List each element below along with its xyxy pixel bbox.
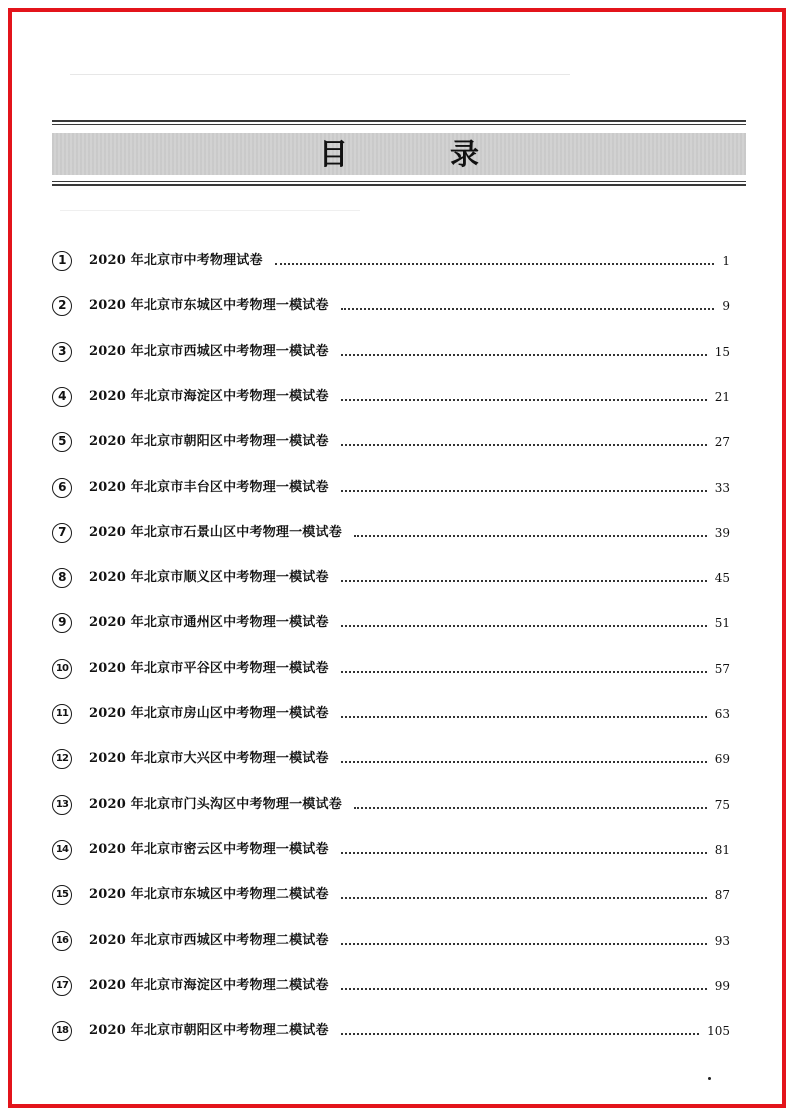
entry-title: 2020 年北京市中考物理试卷 xyxy=(89,253,263,268)
entry-page-number: 57 xyxy=(714,662,730,676)
entry-title: 2020 年北京市门头沟区中考物理一模试卷 xyxy=(89,797,342,812)
toc-entry[interactable] xyxy=(52,795,742,821)
dot-leader xyxy=(341,444,707,446)
dot-leader xyxy=(341,988,707,990)
entry-number-badge: 11 xyxy=(52,704,72,724)
toc-entry[interactable] xyxy=(52,931,742,957)
entry-number-badge: 14 xyxy=(52,840,72,860)
entry-title: 2020 年北京市通州区中考物理一模试卷 xyxy=(89,615,329,630)
entry-page-number: 15 xyxy=(714,345,730,359)
entry-number-badge: 5 xyxy=(52,432,72,452)
toc-entry[interactable] xyxy=(52,342,742,368)
toc-entry[interactable] xyxy=(52,251,742,277)
entry-page-number: 75 xyxy=(714,798,730,812)
entry-page-number: 51 xyxy=(714,616,730,630)
dot-leader xyxy=(341,716,707,718)
entry-page-number: 39 xyxy=(714,526,730,540)
toc-entry[interactable] xyxy=(52,885,742,911)
entry-number-badge: 2 xyxy=(52,296,72,316)
dot-leader xyxy=(354,807,707,809)
entry-page-number: 69 xyxy=(714,752,730,766)
entry-number-badge: 3 xyxy=(52,342,72,362)
entry-number-badge: 8 xyxy=(52,568,72,588)
entry-number-badge: 17 xyxy=(52,976,72,996)
toc-entry[interactable] xyxy=(52,568,742,594)
entry-number-badge: 18 xyxy=(52,1021,72,1041)
print-speck xyxy=(708,1077,711,1080)
entry-page-number: 99 xyxy=(714,979,730,993)
entry-page-number: 27 xyxy=(714,435,730,449)
entry-number-badge: 1 xyxy=(52,251,72,271)
toc-entry[interactable] xyxy=(52,840,742,866)
entry-page-number: 105 xyxy=(707,1024,730,1038)
dot-leader xyxy=(341,761,707,763)
entry-title: 2020 年北京市东城区中考物理二模试卷 xyxy=(89,887,329,902)
toc-entry[interactable] xyxy=(52,704,742,730)
entry-number-badge: 9 xyxy=(52,613,72,633)
entry-page-number: 21 xyxy=(714,390,730,404)
entry-page-number: 45 xyxy=(714,571,730,585)
entry-title: 2020 年北京市东城区中考物理一模试卷 xyxy=(89,298,329,313)
entry-title: 2020 年北京市丰台区中考物理一模试卷 xyxy=(89,480,329,495)
toc-entry[interactable] xyxy=(52,659,742,685)
dot-leader xyxy=(341,308,714,310)
dot-leader xyxy=(341,399,707,401)
dot-leader xyxy=(341,943,707,945)
dot-leader xyxy=(341,897,707,899)
entry-title: 2020 年北京市西城区中考物理二模试卷 xyxy=(89,933,329,948)
entry-page-number: 1 xyxy=(722,254,730,268)
entry-page-number: 33 xyxy=(714,481,730,495)
entry-title: 2020 年北京市顺义区中考物理一模试卷 xyxy=(89,570,329,585)
dot-leader xyxy=(341,852,707,854)
entry-title: 2020 年北京市大兴区中考物理一模试卷 xyxy=(89,751,329,766)
toc-entry[interactable] xyxy=(52,523,742,549)
entry-title: 2020 年北京市密云区中考物理一模试卷 xyxy=(89,842,329,857)
entry-title: 2020 年北京市朝阳区中考物理一模试卷 xyxy=(89,434,329,449)
toc-entry[interactable] xyxy=(52,387,742,413)
entry-page-number: 63 xyxy=(714,707,730,721)
entry-number-badge: 10 xyxy=(52,659,72,679)
entry-number-badge: 15 xyxy=(52,885,72,905)
entry-page-number: 81 xyxy=(714,843,730,857)
dot-leader xyxy=(275,263,714,265)
dot-leader xyxy=(341,671,707,673)
toc-entry[interactable] xyxy=(52,1021,742,1047)
toc-entry[interactable] xyxy=(52,432,742,458)
entry-title: 2020 年北京市石景山区中考物理一模试卷 xyxy=(89,525,342,540)
entry-title: 2020 年北京市平谷区中考物理一模试卷 xyxy=(89,661,329,676)
toc-entry[interactable] xyxy=(52,976,742,1002)
dot-leader xyxy=(341,490,707,492)
dot-leader xyxy=(341,1033,699,1035)
entry-title: 2020 年北京市海淀区中考物理一模试卷 xyxy=(89,389,329,404)
entry-title: 2020 年北京市房山区中考物理一模试卷 xyxy=(89,706,329,721)
entry-number-badge: 16 xyxy=(52,931,72,951)
entry-page-number: 9 xyxy=(722,299,730,313)
entry-number-badge: 12 xyxy=(52,749,72,769)
dot-leader xyxy=(341,354,707,356)
entry-page-number: 93 xyxy=(714,934,730,948)
toc-entry[interactable] xyxy=(52,613,742,639)
entry-title: 2020 年北京市西城区中考物理一模试卷 xyxy=(89,344,329,359)
dot-leader xyxy=(354,535,707,537)
entry-number-badge: 4 xyxy=(52,387,72,407)
entry-page-number: 87 xyxy=(714,888,730,902)
page-title: 目 录 xyxy=(318,137,526,171)
entry-title: 2020 年北京市海淀区中考物理二模试卷 xyxy=(89,978,329,993)
toc-entry[interactable] xyxy=(52,478,742,504)
entry-number-badge: 7 xyxy=(52,523,72,543)
dot-leader xyxy=(341,580,707,582)
toc-entry[interactable] xyxy=(52,296,742,322)
entry-number-badge: 6 xyxy=(52,478,72,498)
entry-title: 2020 年北京市朝阳区中考物理二模试卷 xyxy=(89,1023,329,1038)
entry-number-badge: 13 xyxy=(52,795,72,815)
toc-entry[interactable] xyxy=(52,749,742,775)
dot-leader xyxy=(341,625,707,627)
